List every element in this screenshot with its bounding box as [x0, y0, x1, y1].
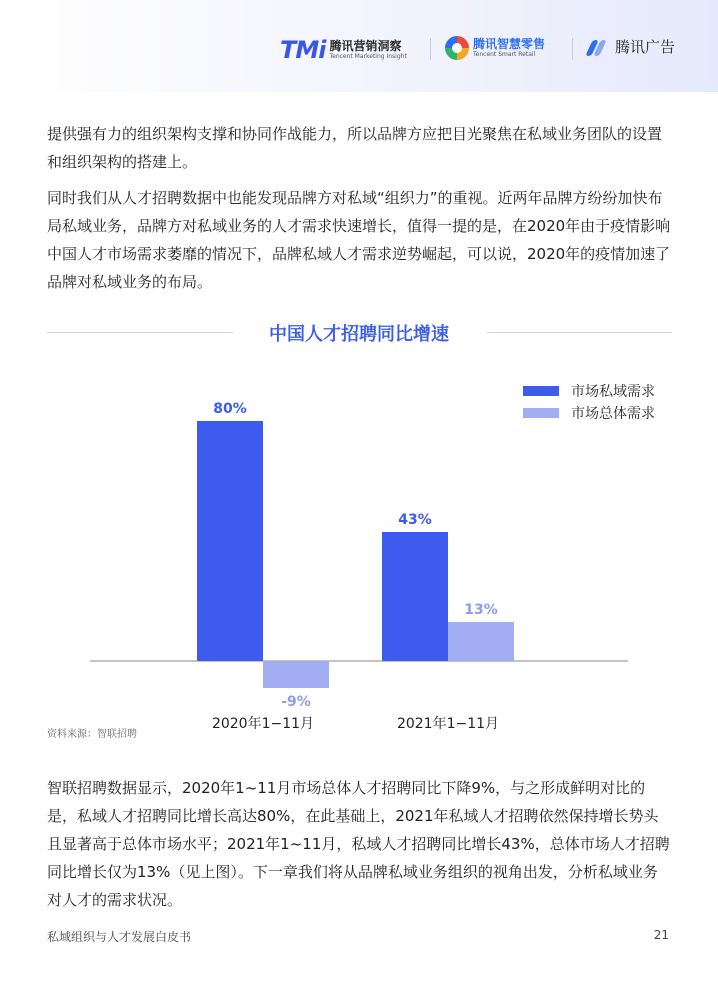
tencent-ads-logo-icon [587, 38, 609, 56]
data-label-overall-0: -9% [281, 694, 311, 710]
page-number: 21 [653, 928, 669, 942]
logo1-english: Tencent Marketing Insight [329, 53, 407, 60]
logo2-name: 腾讯智慧零售 [473, 37, 546, 51]
tencent-ads-logo [587, 36, 675, 57]
chart-legend [523, 380, 655, 424]
legend-swatch-private [523, 386, 559, 396]
bar-overall-1 [448, 622, 514, 661]
x-tick-label-1: 2021年1−11月 [396, 716, 500, 732]
chart-title-rule-right [487, 332, 672, 333]
tencent-smart-retail-logo [445, 36, 545, 60]
bar-private-0 [197, 421, 263, 661]
body-paragraph-3: 智联招聘数据显示，2020年1~11月市场总体人才招聘同比下降9%，与之形成鲜明对比的是，私域人才招聘同比增长高达80%，在此基础上，2021年私域人才招聘依然保持增长势头且显著高于总体市场水平；2021年1~11月，私域人才招聘同比增长43%，总体市场人才招聘同比增长仅为13%（见上图）。下一章我们将从品牌私域业务组织的视角出发，分析私域业务对人才的需求状况。 [47, 779, 670, 909]
data-label-private-0: 80% [213, 401, 247, 417]
x-tick-label-0: 2020年1−11月 [211, 716, 315, 732]
bar-overall-0 [263, 661, 329, 688]
bar-private-1 [382, 532, 448, 661]
page-header [0, 0, 718, 92]
footer-doc-title: 私域组织与人才发展白皮书 [47, 930, 192, 944]
chart-title: 中国人才招聘同比增速 [269, 324, 449, 345]
logo-divider [430, 38, 431, 60]
logo3-name: 腾讯广告 [615, 38, 676, 56]
data-label-overall-1: 13% [464, 602, 498, 618]
logo-divider [572, 38, 573, 60]
tmi-logo-icon: TMi [280, 36, 326, 64]
legend-item-overall [523, 402, 655, 424]
smart-retail-logo-icon [445, 36, 469, 60]
chart-source: 资料来源：智联招聘 [47, 729, 137, 740]
tencent-marketing-insight-logo [280, 36, 407, 64]
body-paragraph-1: 提供强有力的组织架构支撑和协同作战能力，所以品牌方应把目光聚焦在私域业务团队的设置和组织架构的搭建上。 [47, 125, 663, 171]
logo1-name: 腾讯营销洞察 [329, 39, 402, 53]
data-label-private-1: 43% [398, 512, 432, 528]
logo2-english: Tencent Smart Retail [473, 51, 536, 58]
legend-swatch-overall [523, 408, 559, 418]
body-paragraph-2: 同时我们从人才招聘数据中也能发现品牌方对私域“组织力”的重视。近两年品牌方纷纷加快布局私域业务，品牌方对私域业务的人才需求快速增长，值得一提的是，在2020年由于疫情影响中国人才市场需求萎靡的情况下，品牌私域人才需求逆势崛起，可以说，2020年的疫情加速了品牌对私域业务的布局。 [47, 189, 671, 291]
legend-label-overall: 市场总体需求 [571, 406, 655, 422]
legend-item-private [523, 380, 655, 402]
legend-label-private: 市场私域需求 [571, 384, 655, 400]
